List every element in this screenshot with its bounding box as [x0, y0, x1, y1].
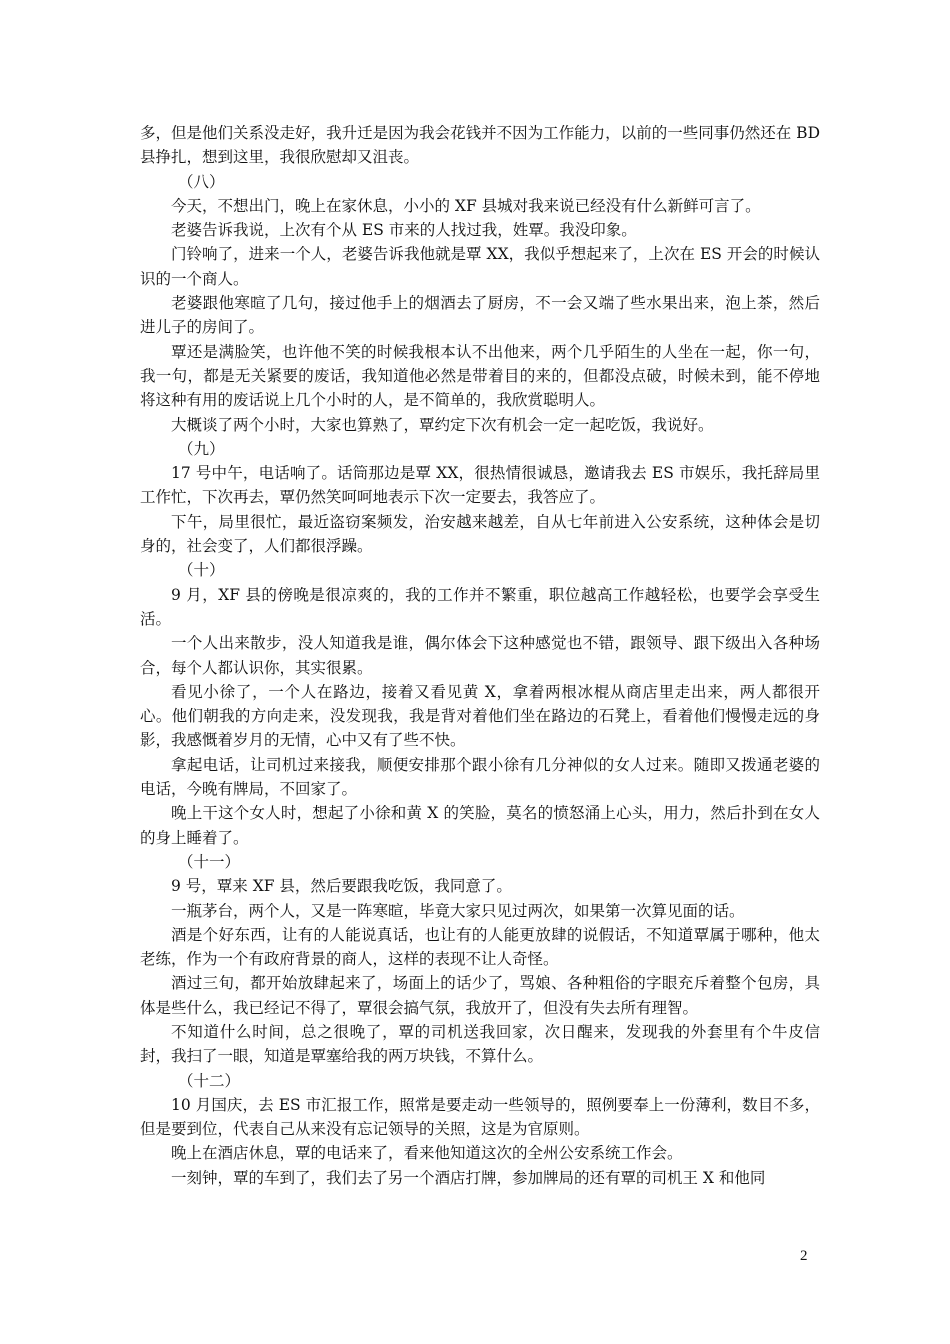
paragraph: 晚上干这个女人时，想起了小徐和黄 X 的笑脸，莫名的愤怒涌上心头，用力，然后扑到在女人的身上睡着了。	[140, 804, 820, 847]
paragraph: 老婆告诉我说，上次有个从 ES 市来的人找过我，姓覃。我没印象。	[171, 221, 637, 240]
paragraph: 9 号，覃来 XF 县，然后要跟我吃饭，我同意了。	[171, 877, 512, 896]
paragraph: 晚上在酒店休息，覃的电话来了，看来他知道这次的全州公安系统工作会。	[171, 1144, 683, 1163]
paragraph: 一个人出来散步，没人知道我是谁，偶尔体会下这种感觉也不错，跟领导、跟下级出入各种场合，每个人都认识你，其实很累。	[140, 634, 820, 677]
paragraph: 9 月，XF 县的傍晚是很凉爽的，我的工作并不繁重，职位越高工作越轻松，也要学会享受生活。	[140, 585, 820, 628]
paragraph: 拿起电话，让司机过来接我，顺便安排那个跟小徐有几分神似的女人过来。随即又拨通老婆的电话，今晚有牌局，不回家了。	[140, 755, 820, 799]
page-number: 2	[800, 1248, 808, 1264]
paragraph: 17 号中午，电话响了。话筒那边是覃 XX，很热情很诚恳，邀请我去 ES 市娱乐，我托辞局里工作忙，下次再去，覃仍然笑呵呵地表示下次一定要去，我答应了。	[140, 464, 820, 507]
paragraph: 大概谈了两个小时，大家也算熟了，覃约定下次有机会一定一起吃饭，我说好。	[171, 415, 714, 434]
paragraph: 酒过三旬，都开始放肆起来了，场面上的话少了，骂娘、各种粗俗的字眼充斥着整个包房，具体是些什么，我已经记不得了，覃很会搞气氛，我放开了，但没有失去所有理智。	[140, 974, 820, 1017]
paragraph: 酒是个好东西，让有的人能说真话，也让有的人能更放肆的说假话，不知道覃属于哪种，他太老练，作为一个有政府背景的商人，这样的表现不让人奇怪。	[140, 925, 820, 969]
document-body	[140, 121, 820, 1190]
paragraph: 门铃响了，进来一个人，老婆告诉我他就是覃 XX，我似乎想起来了，上次在 ES 开会的时候认识的一个商人。	[140, 245, 820, 288]
paragraph: 老婆跟他寒暄了几句，接过他手上的烟酒去了厨房，不一会又端了些水果出来，泡上茶，然后进儿子的房间了。	[140, 294, 820, 337]
section-heading: （九）	[178, 439, 225, 458]
paragraph: 多，但是他们关系没走好，我升迁是因为我会花钱并不因为工作能力，以前的一些同事仍然还在 BD 县挣扎，想到这里，我很欣慰却又沮丧。	[140, 124, 820, 167]
paragraph: 不知道什么时间，总之很晚了，覃的司机送我回家，次日醒来，发现我的外套里有个牛皮信封，我扫了一眼，知道是覃塞给我的两万块钱，不算什么。	[140, 1022, 820, 1066]
section-heading: （八）	[178, 172, 225, 191]
section-heading: （十）	[178, 561, 225, 580]
section-heading: （十二）	[178, 1071, 241, 1090]
paragraph: 覃还是满脸笑，也许他不笑的时候我根本认不出他来，两个几乎陌生的人坐在一起，你一句，我一句，都是无关紧要的废话，我知道他必然是带着目的来的，但都没点破，时候未到，能不停地将这种有用的废话说上几个小时的人，是不简单的，我欣赏聪明人。	[140, 342, 820, 410]
paragraph: 一刻钟，覃的车到了，我们去了另一个酒店打牌，参加牌局的还有覃的司机王 X 和他同	[171, 1168, 766, 1187]
paragraph: 10 月国庆，去 ES 市汇报工作，照常是要走动一些领导的，照例要奉上一份薄利，数目不多，但是要到位，代表自己从来没有忘记领导的关照，这是为官原则。	[140, 1095, 820, 1139]
paragraph: 下午，局里很忙，最近盗窃案频发，治安越来越差，自从七年前进入公安系统，这种体会是切身的，社会变了，人们都很浮躁。	[140, 512, 820, 556]
paragraph: 看见小徐了，一个人在路边，接着又看见黄 X，拿着两根冰棍从商店里走出来，两人都很开心。他们朝我的方向走来，没发现我，我是背对着他们坐在路边的石凳上，看着他们慢慢走远的身影，我感慨着岁月的无情，心中又有了些不快。	[140, 682, 820, 750]
paragraph: 今天，不想出门，晚上在家休息，小小的 XF 县城对我来说已经没有什么新鲜可言了。	[171, 196, 761, 215]
paragraph: 一瓶茅台，两个人，又是一阵寒暄，毕竟大家只见过两次，如果第一次算见面的话。	[171, 901, 745, 920]
section-heading: （十一）	[178, 852, 241, 871]
